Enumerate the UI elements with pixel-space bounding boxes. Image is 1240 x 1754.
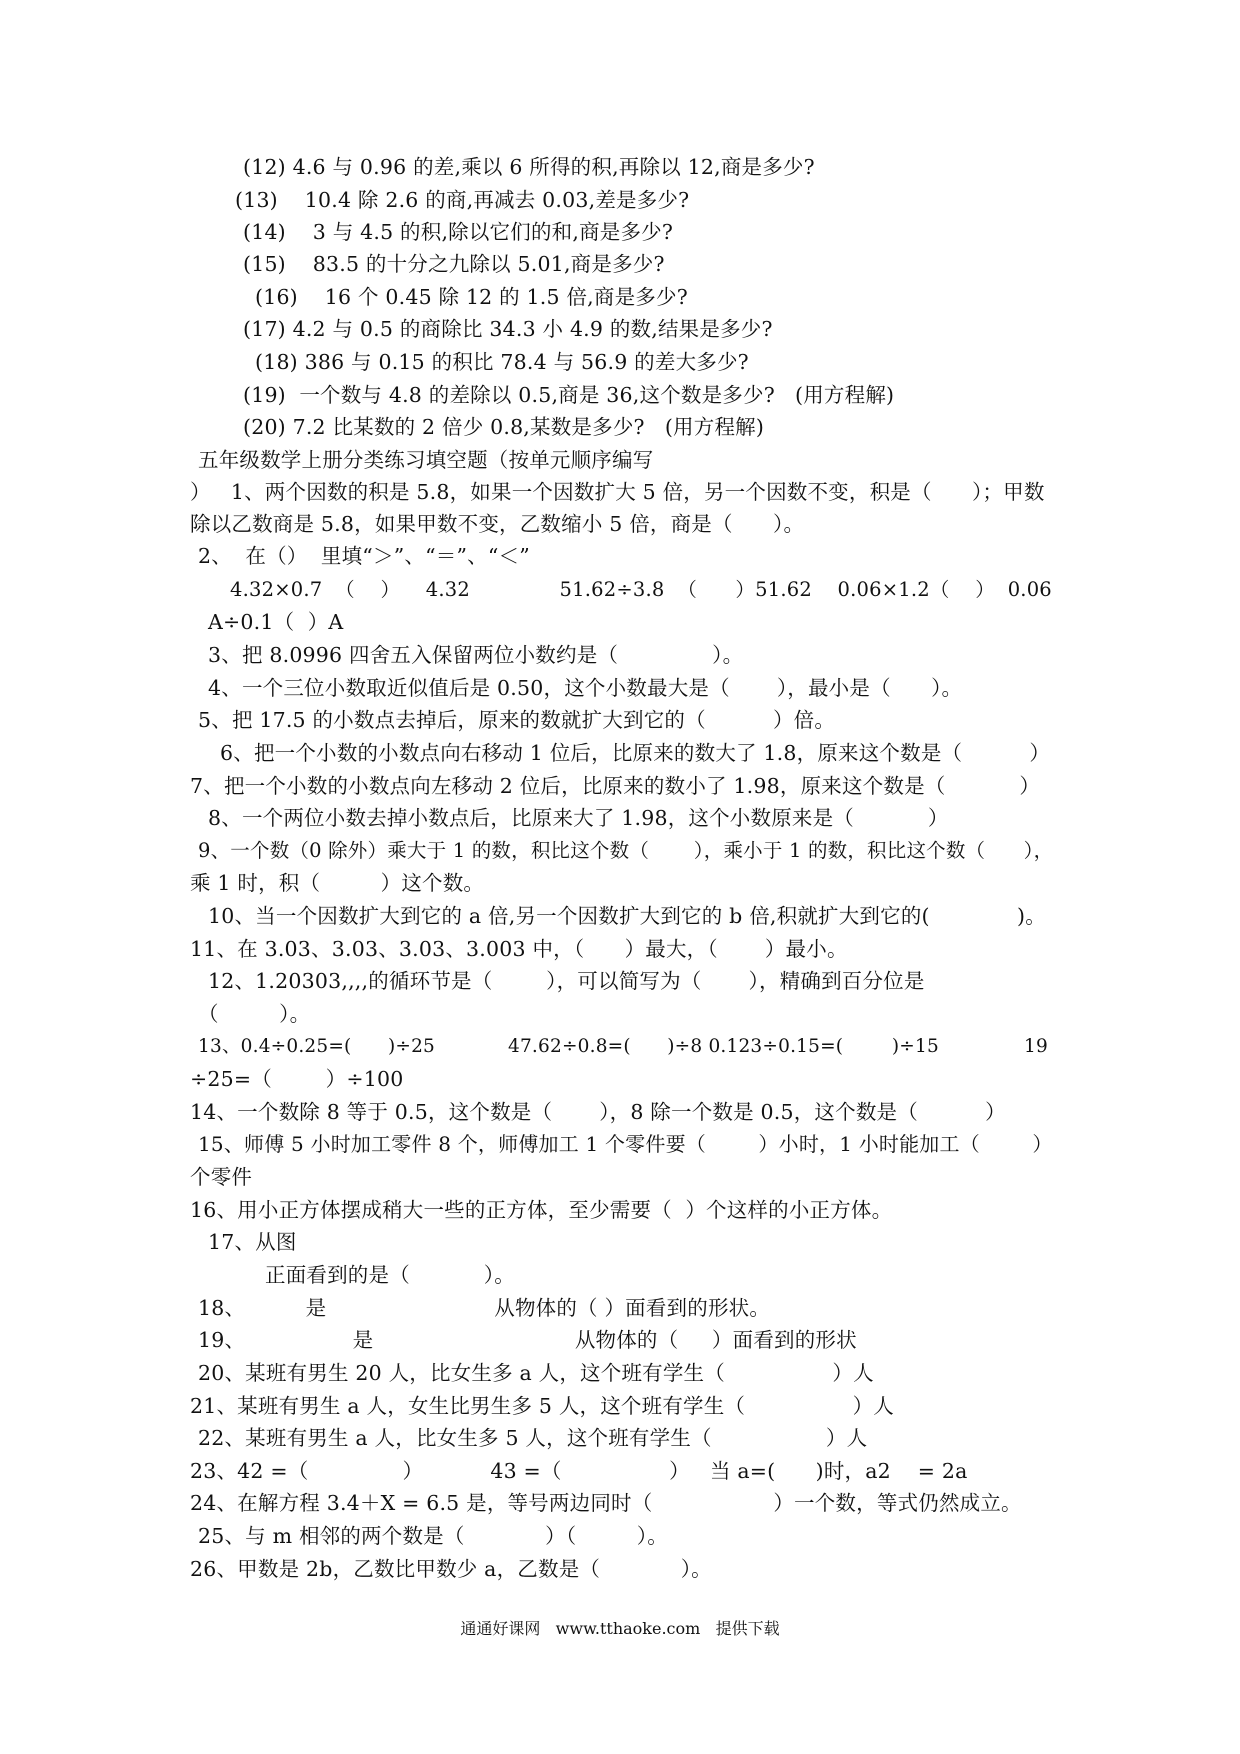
fill-blank-8: 8、一个两位小数去掉小数点后，比原来大了 1.98，这个小数原来是（ ） <box>208 806 949 830</box>
fill-blank-9-line2: 乘 1 时，积（ ）这个数。 <box>190 871 485 895</box>
fill-blank-5: 5、把 17.5 的小数点去掉后，原来的数就扩大到它的（ ）倍。 <box>198 708 836 732</box>
fill-blank-2-comparison-a: A÷0.1（ ）A <box>208 610 344 634</box>
footer-download-note: 通通好课网 www.tthaoke.com 提供下载 <box>460 1619 780 1638</box>
word-problem-18: (18) 386 与 0.15 的积比 78.4 与 56.9 的差大多少? <box>255 350 749 374</box>
fill-blank-12-line2: （ ）。 <box>198 1002 311 1026</box>
word-problem-12: (12) 4.6 与 0.96 的差,乘以 6 所得的积,再除以 12,商是多少? <box>243 155 815 179</box>
fill-blank-19: 19、 是 从物体的（ ）面看到的形状 <box>198 1328 857 1352</box>
fill-blank-22: 22、某班有男生 a 人，比女生多 5 人，这个班有学生（ ）人 <box>198 1426 868 1450</box>
fill-blank-3: 3、把 8.0996 四舍五入保留两位小数约是（ ）。 <box>208 643 744 667</box>
word-problem-20: (20) 7.2 比某数的 2 倍少 0.8,某数是多少? (用方程解) <box>243 415 765 439</box>
fill-blank-24: 24、在解方程 3.4＋X = 6.5 是，等号两边同时（ ）一个数，等式仍然成立。 <box>190 1491 1022 1515</box>
fill-blank-20: 20、某班有男生 20 人，比女生多 a 人，这个班有学生（ ）人 <box>198 1361 874 1385</box>
fill-blank-18: 18、 是 从物体的（ ）面看到的形状。 <box>198 1296 771 1320</box>
fill-blank-10: 10、当一个因数扩大到它的 a 倍,另一个因数扩大到它的 b 倍,积就扩大到它的( )。 <box>208 904 1046 928</box>
word-problem-14: (14) 3 与 4.5 的积,除以它们的和,商是多少? <box>243 220 674 244</box>
word-problem-17: (17) 4.2 与 0.5 的商除比 34.3 小 4.9 的数,结果是多少? <box>243 317 773 341</box>
fill-blank-25: 25、与 m 相邻的两个数是（ ）（ ）。 <box>198 1524 668 1548</box>
fill-blank-9-line1: 9、一个数（0 除外）乘大于 1 的数，积比这个数（ ），乘小于 1 的数，积比这个数（ ）， <box>198 839 1054 862</box>
fill-blank-26: 26、甲数是 2b，乙数比甲数少 a，乙数是（ ）。 <box>190 1557 712 1581</box>
fill-blank-23: 23、42 =（ ） 43 =（ ） 当 a=( )时，a2 = 2a <box>190 1459 968 1483</box>
fill-blank-4: 4、一个三位小数取近似值后是 0.50，这个小数最大是（ ），最小是（ ）。 <box>208 676 963 700</box>
fill-blank-13-line1: 13、0.4÷0.25=( )÷25 47.62÷0.8=( )÷8 0.123÷0.15=( )÷15 19 <box>198 1036 1048 1057</box>
fill-blank-17-line2: 正面看到的是（ ）。 <box>265 1263 515 1287</box>
fill-blank-1-line1: ） 1、两个因数的积是 5.8，如果一个因数扩大 5 倍，另一个因数不变，积是（ ）；甲数 <box>190 480 1045 504</box>
fill-blank-11: 11、在 3.03、3.03、3.03、3.003 中，（ ）最大，（ ）最小。 <box>190 937 848 961</box>
fill-blank-1-line2: 除以乙数商是 5.8，如果甲数不变，乙数缩小 5 倍，商是（ ）。 <box>190 512 805 536</box>
word-problem-16: (16) 16 个 0.45 除 12 的 1.5 倍,商是多少? <box>255 285 688 309</box>
fill-blank-17-line1: 17、从图 <box>208 1230 297 1254</box>
fill-blank-13-line2: ÷25=（ ）÷100 <box>190 1067 404 1091</box>
fill-blank-15-line2: 个零件 <box>190 1165 253 1189</box>
word-problem-19: (19) 一个数与 4.8 的差除以 0.5,商是 36,这个数是多少? (用方程解) <box>243 383 895 407</box>
fill-blank-2-comparisons: 4.32×0.7 （ ） 4.32 51.62÷3.8 （ ）51.62 0.06×1.2（ ） 0.06 <box>230 578 1052 601</box>
fill-blank-16: 16、用小正方体摆成稍大一些的正方体，至少需要（ ）个这样的小正方体。 <box>190 1198 893 1222</box>
section-title: 五年级数学上册分类练习填空题（按单元顺序编写 <box>198 448 654 472</box>
word-problem-13: (13) 10.4 除 2.6 的商,再减去 0.03,差是多少? <box>235 188 690 212</box>
fill-blank-15-line1: 15、师傅 5 小时加工零件 8 个，师傅加工 1 个零件要（ ）小时，1 小时能加工（ ） <box>198 1132 1053 1156</box>
fill-blank-12-line1: 12、1.20303,,,,的循环节是（ ），可以简写为（ ），精确到百分位是 <box>208 969 925 993</box>
fill-blank-21: 21、某班有男生 a 人，女生比男生多 5 人，这个班有学生（ ）人 <box>190 1394 894 1418</box>
fill-blank-2-title: 2、 在（） 里填“＞”、“＝”、“＜” <box>198 544 530 568</box>
fill-blank-6: 6、把一个小数的小数点向右移动 1 位后，比原来的数大了 1.8，原来这个数是（ ） <box>220 741 1051 765</box>
word-problem-15: (15) 83.5 的十分之九除以 5.01,商是多少? <box>243 252 665 276</box>
fill-blank-7: 7、把一个小数的小数点向左移动 2 位后，比原来的数小了 1.98，原来这个数是（ ） <box>190 774 1041 798</box>
fill-blank-14: 14、一个数除 8 等于 0.5，这个数是（ ），8 除一个数是 0.5，这个数是（ ） <box>190 1100 1006 1124</box>
